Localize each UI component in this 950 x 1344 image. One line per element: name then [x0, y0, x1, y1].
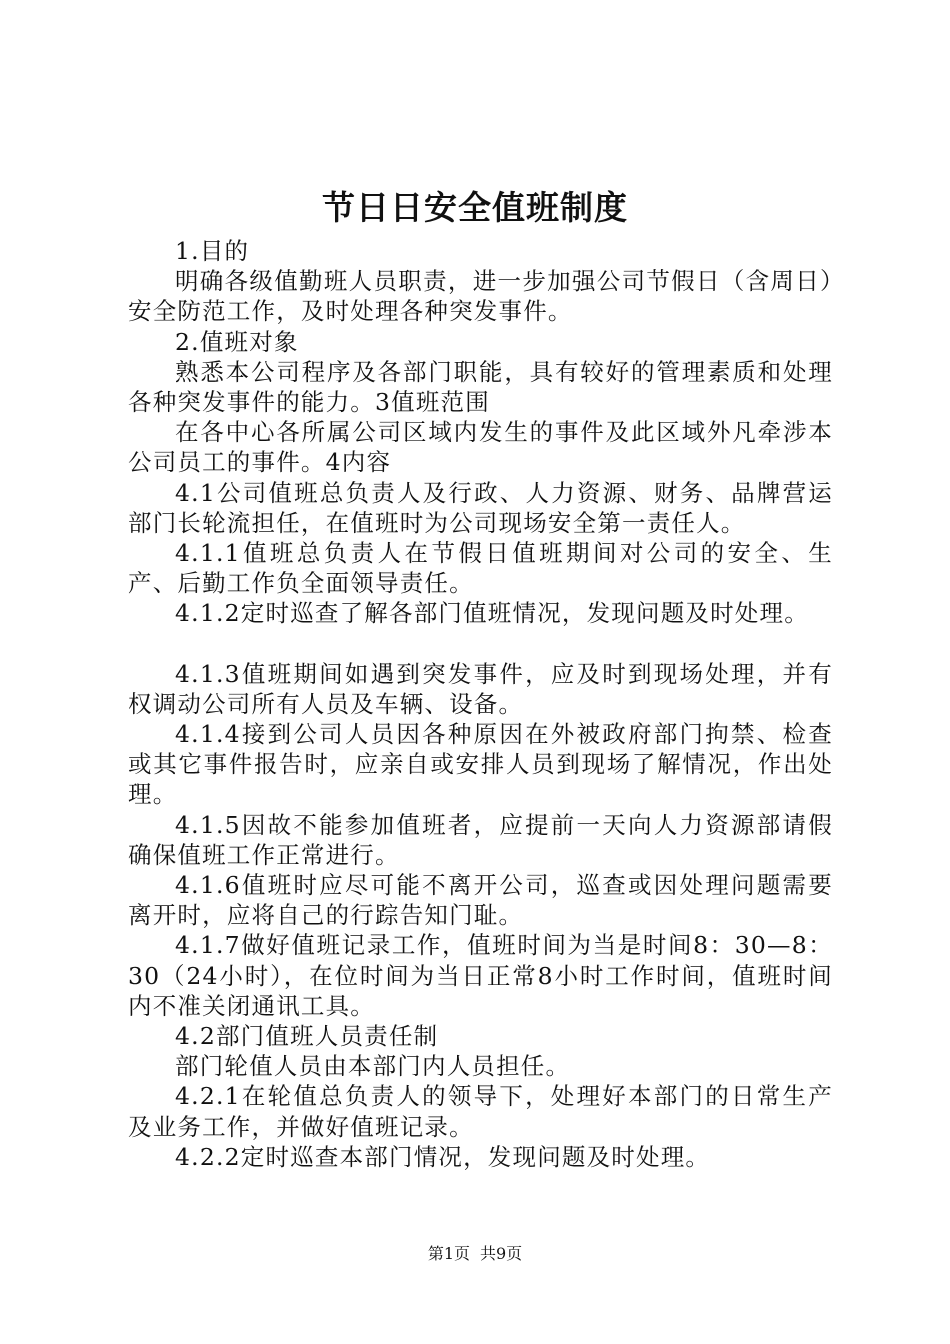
document-title: 节日日安全值班制度: [322, 188, 628, 227]
paragraph-duty-scope: 在各中心各所属公司区域内发生的事件及此区域外凡牵涉本公司员工的事件。4内容: [128, 418, 833, 477]
paragraph-4-1-1: 4.1.1值班总负责人在节假日值班期间对公司的安全、生产、后勤工作负全面领导责任。: [128, 539, 833, 598]
paragraph-4-1-7: 4.1.7做好值班记录工作，值班时间为当是时间8：30—8：30（24小时），在位时间为当日正常8小时工作时间，值班时间内不准关闭通讯工具。: [128, 931, 833, 1020]
paragraph-4-1: 4.1公司值班总负责人及行政、人力资源、财务、品牌营运部门长轮流担任，在值班时为公司现场安全第一责任人。: [128, 478, 833, 537]
section-heading-purpose: 1.目的: [175, 237, 250, 265]
paragraph-4-1-3: 4.1.3值班期间如遇到突发事件，应及时到现场处理，并有权调动公司所有人员及车辆、设备。: [128, 659, 833, 718]
section-heading-4-2: 4.2部门值班人员责任制: [175, 1022, 439, 1051]
paragraph-4-1-4: 4.1.4接到公司人员因各种原因在外被政府部门拘禁、检查或其它事件报告时，应亲自或安排人员到现场了解情况，作出处理。: [128, 720, 833, 809]
paragraph-4-2-intro: 部门轮值人员由本部门内人员担任。: [175, 1052, 571, 1081]
paragraph-purpose: 明确各级值勤班人员职责，进一步加强公司节假日（含周日）安全防范工作，及时处理各种突发事件。: [128, 267, 833, 326]
page-total: 共9页: [480, 1244, 523, 1263]
page-footer: [0, 1244, 950, 1264]
paragraph-4-2-1: 4.2.1在轮值总负责人的领导下，处理好本部门的日常生产及业务工作，并做好值班记录。: [128, 1082, 833, 1141]
paragraph-4-1-6: 4.1.6值班时应尽可能不离开公司，巡查或因处理问题需要离开时，应将自己的行踪告知门耻。: [128, 871, 833, 930]
document-body: [128, 236, 833, 1172]
paragraph-4-1-2: 4.1.2定时巡查了解各部门值班情况，发现问题及时处理。: [175, 599, 809, 628]
page-number: 第1页: [427, 1244, 470, 1263]
paragraph-duty-target: 熟悉本公司程序及各部门职能，具有较好的管理素质和处理各种突发事件的能力。3值班范围: [128, 357, 833, 417]
section-heading-duty-target: 2.值班对象: [175, 327, 299, 356]
paragraph-4-2-2: 4.2.2定时巡查本部门情况，发现问题及时处理。: [175, 1142, 711, 1171]
paragraph-4-1-5: 4.1.5因故不能参加值班者，应提前一天向人力资源部请假确保值班工作正常进行。: [128, 810, 833, 869]
